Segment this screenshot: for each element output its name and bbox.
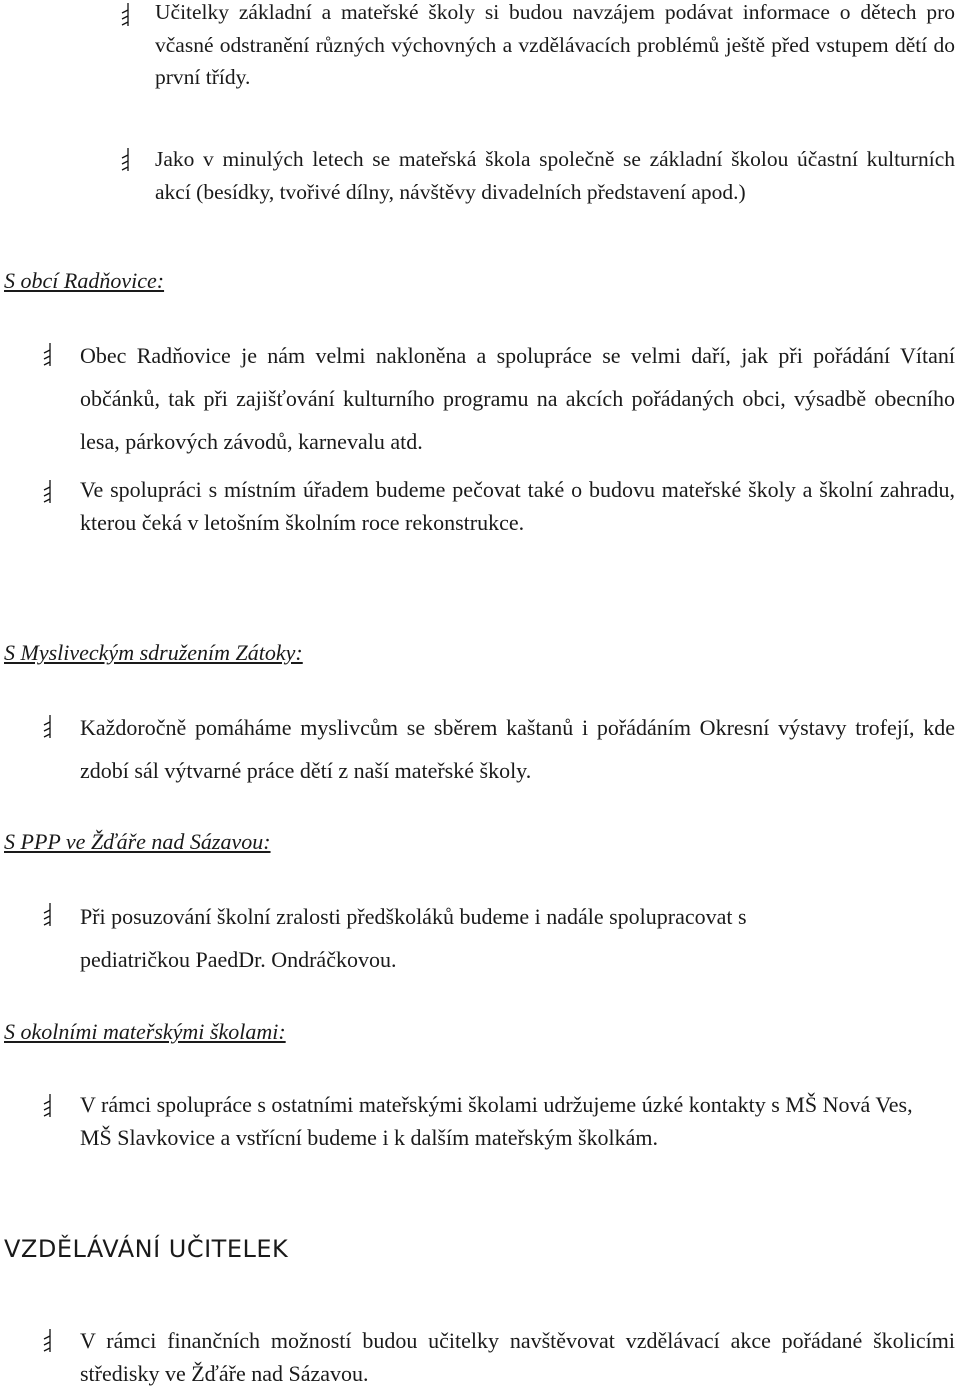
section-heading: S obcí Radňovice: [4, 268, 165, 293]
list-item-text: Při posuzování školní zralosti předškoláků budeme i nadále spolupracovat s pediatričkou PaedDr. Ondráčkovou. [80, 904, 747, 972]
bullet-arrow-icon [40, 340, 60, 370]
list-item-text: Ve spolupráci s místním úřadem budeme pečovat také o budovu mateřské školy a školní zahradu, kterou čeká v letošním školním roce rekonstrukce. [80, 477, 955, 535]
list-item-text: Učitelky základní a mateřské školy si budou navzájem podávat informace o dětech pro včasné odstranění různých výchovných a vzdělávacích problémů ještě před vstupem dětí do první třídy. [155, 0, 955, 89]
bullet-arrow-icon [118, 145, 138, 175]
bullet-arrow-icon [40, 477, 60, 507]
bullet-arrow-icon [40, 1326, 60, 1356]
list-item-text: V rámci spolupráce s ostatními mateřskými školami udržujeme úzké kontakty s MŠ Nová Ves, MŠ Slavkovice a vstřícní budeme i k dalším mateřským školkám. [80, 1092, 913, 1150]
list-item-text: Každoročně pomáháme myslivcům se sběrem kaštanů i pořádáním Okresní výstavy trofejí, kde zdobí sál výtvarné práce dětí z naší mateřské školy. [80, 715, 955, 783]
bullet-arrow-icon [40, 712, 60, 742]
bullet-arrow-icon [40, 900, 60, 930]
list-item-text: Jako v minulých letech se mateřská škola společně se základní školou účastní kulturních akcí (besídky, tvořivé dílny, návštěvy divadelních představení apod.) [155, 147, 955, 204]
list-item-text: Obec Radňovice je nám velmi nakloněna a spolupráce se velmi daří, jak při pořádání Vítaní občánků, tak při zajišťování kulturního programu na akcích pořádaných obci, výsadbě obecního lesa, párkových závodů, karnevalu atd. [80, 343, 955, 454]
bullet-arrow-icon [118, 0, 138, 30]
list-item-text: V rámci finančních možností budou učitelky navštěvovat vzdělávací akce pořádané školicími středisky ve Žďáře nad Sázavou. [80, 1328, 955, 1386]
section-heading: S PPP ve Žďáře nad Sázavou: [4, 829, 271, 854]
bullet-arrow-icon [40, 1091, 60, 1121]
section-heading: S okolními mateřskými školami: [4, 1019, 286, 1044]
section-heading: S Mysliveckým sdružením Zátoky: [4, 640, 303, 665]
section-title: VZDĚLÁVÁNÍ UČITELEK [4, 1235, 289, 1263]
